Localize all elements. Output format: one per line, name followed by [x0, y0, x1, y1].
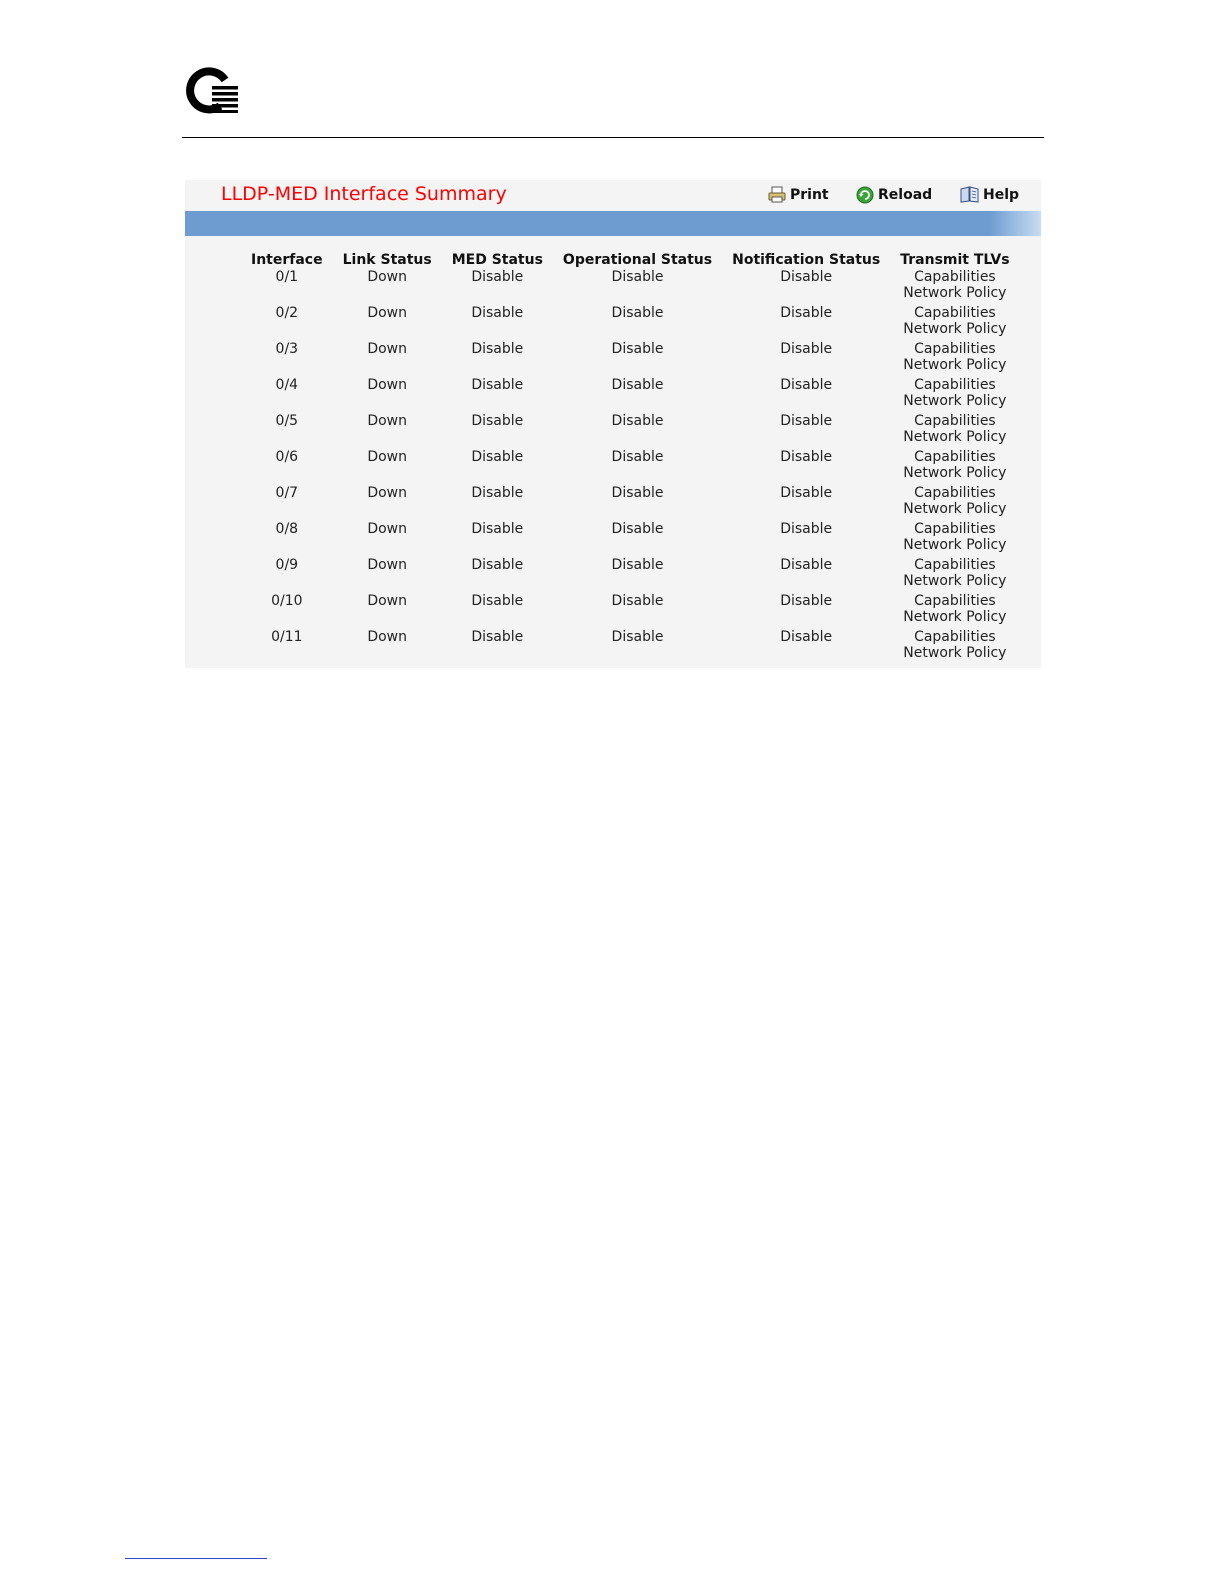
tlv-item: Network Policy [903, 393, 1007, 409]
cell-link-status: Down [367, 593, 407, 609]
cell-med-status: Disable [471, 269, 524, 285]
cell-notification-status: Disable [780, 377, 833, 393]
tlv-item: Network Policy [903, 609, 1007, 625]
cell-interface: 0/9 [275, 557, 299, 573]
col-header-med-status: MED Status [451, 252, 543, 268]
tlv-item: Network Policy [903, 501, 1007, 517]
cell-transmit-tlvs [890, 485, 1019, 521]
table-row [241, 629, 1020, 665]
cell-operational-status: Disable [611, 485, 664, 501]
col-header-operational-status: Operational Status [562, 252, 713, 268]
tlv-item: Network Policy [903, 465, 1007, 481]
cell-med-status: Disable [471, 485, 524, 501]
table-header-row [241, 251, 1020, 269]
title-bar [185, 211, 1041, 236]
cell-operational-status: Disable [611, 629, 664, 645]
tlv-item: Capabilities [914, 557, 996, 573]
cell-interface: 0/3 [275, 341, 299, 357]
col-header-link-status: Link Status [342, 252, 432, 268]
printer-icon [768, 186, 786, 203]
cell-link-status: Down [367, 377, 407, 393]
cell-operational-status: Disable [611, 341, 664, 357]
reload-icon [856, 186, 874, 204]
header-divider [182, 137, 1044, 138]
toolbar [185, 184, 1041, 208]
cell-transmit-tlvs [890, 557, 1019, 593]
table-row [241, 305, 1020, 341]
tlv-item: Network Policy [903, 285, 1007, 301]
cell-link-status: Down [367, 269, 407, 285]
cell-notification-status: Disable [780, 629, 833, 645]
table-row [241, 485, 1020, 521]
cell-link-status: Down [367, 305, 407, 321]
help-button[interactable] [960, 186, 1019, 203]
tlv-item: Capabilities [914, 305, 996, 321]
cell-link-status: Down [367, 521, 407, 537]
cell-transmit-tlvs [890, 269, 1019, 305]
cell-link-status: Down [367, 449, 407, 465]
cell-notification-status: Disable [780, 449, 833, 465]
cell-transmit-tlvs [890, 593, 1019, 629]
table-row [241, 413, 1020, 449]
cell-notification-status: Disable [780, 557, 833, 573]
print-label: Print [790, 186, 829, 203]
tlv-item: Capabilities [914, 269, 996, 285]
cell-transmit-tlvs [890, 305, 1019, 341]
tlv-item: Network Policy [903, 645, 1007, 661]
tlv-item: Capabilities [914, 593, 996, 609]
cell-transmit-tlvs [890, 449, 1019, 485]
cell-operational-status: Disable [611, 413, 664, 429]
tlv-item: Capabilities [914, 629, 996, 645]
cell-link-status: Down [367, 557, 407, 573]
col-header-transmit-tlvs: Transmit TLVs [900, 252, 1010, 268]
cell-interface: 0/11 [271, 629, 303, 645]
print-button[interactable] [768, 186, 829, 203]
cell-med-status: Disable [471, 413, 524, 429]
cell-med-status: Disable [471, 449, 524, 465]
cell-interface: 0/5 [275, 413, 299, 429]
tlv-item: Network Policy [903, 357, 1007, 373]
cell-med-status: Disable [471, 521, 524, 537]
footer-divider [125, 1558, 267, 1559]
table-row [241, 521, 1020, 557]
tlv-item: Capabilities [914, 377, 996, 393]
cell-notification-status: Disable [780, 521, 833, 537]
tlv-item: Network Policy [903, 573, 1007, 589]
interface-summary-table [241, 251, 1020, 665]
cell-med-status: Disable [471, 341, 524, 357]
table-body [241, 269, 1020, 665]
cell-med-status: Disable [471, 629, 524, 645]
tlv-item: Network Policy [903, 321, 1007, 337]
cell-link-status: Down [367, 341, 407, 357]
help-label: Help [983, 186, 1020, 203]
cell-link-status: Down [367, 485, 407, 501]
cell-operational-status: Disable [611, 377, 664, 393]
cell-notification-status: Disable [780, 593, 833, 609]
cell-transmit-tlvs [890, 377, 1019, 413]
tlv-item: Capabilities [914, 413, 996, 429]
cell-link-status: Down [367, 629, 407, 645]
table-row [241, 377, 1020, 413]
table-row [241, 269, 1020, 305]
cell-interface: 0/2 [275, 305, 299, 321]
lldp-med-panel [185, 180, 1041, 668]
reload-label: Reload [878, 187, 933, 203]
cell-notification-status: Disable [780, 413, 833, 429]
cell-med-status: Disable [471, 593, 524, 609]
cell-interface: 0/4 [275, 377, 299, 393]
help-book-icon [960, 186, 979, 203]
cell-operational-status: Disable [611, 557, 664, 573]
cell-med-status: Disable [471, 305, 524, 321]
cell-notification-status: Disable [780, 305, 833, 321]
logo-icon [184, 62, 240, 118]
cell-notification-status: Disable [780, 269, 833, 285]
cell-operational-status: Disable [611, 521, 664, 537]
cell-interface: 0/6 [275, 449, 299, 465]
table-row [241, 449, 1020, 485]
cell-interface: 0/7 [275, 485, 299, 501]
cell-med-status: Disable [471, 557, 524, 573]
cell-notification-status: Disable [780, 485, 833, 501]
col-header-interface: Interface [251, 252, 323, 268]
tlv-item: Network Policy [903, 537, 1007, 553]
col-header-notification-status: Notification Status [732, 252, 881, 268]
tlv-item: Capabilities [914, 485, 996, 501]
table-row [241, 341, 1020, 377]
tlv-item: Network Policy [903, 429, 1007, 445]
cell-operational-status: Disable [611, 449, 664, 465]
cell-link-status: Down [367, 413, 407, 429]
cell-transmit-tlvs [890, 413, 1019, 449]
table-row [241, 593, 1020, 629]
reload-button[interactable] [856, 186, 932, 204]
cell-med-status: Disable [471, 377, 524, 393]
cell-transmit-tlvs [890, 629, 1019, 665]
cell-notification-status: Disable [780, 341, 833, 357]
cell-operational-status: Disable [611, 593, 664, 609]
page-title: LLDP-MED Interface Summary [221, 183, 507, 205]
cell-interface: 0/10 [271, 593, 303, 609]
tlv-item: Capabilities [914, 521, 996, 537]
tlv-item: Capabilities [914, 341, 996, 357]
tlv-item: Capabilities [914, 449, 996, 465]
company-logo [184, 62, 240, 118]
cell-operational-status: Disable [611, 269, 664, 285]
cell-operational-status: Disable [611, 305, 664, 321]
cell-interface: 0/8 [275, 521, 299, 537]
cell-transmit-tlvs [890, 521, 1019, 557]
cell-interface: 0/1 [275, 269, 299, 285]
table-row [241, 557, 1020, 593]
cell-transmit-tlvs [890, 341, 1019, 377]
